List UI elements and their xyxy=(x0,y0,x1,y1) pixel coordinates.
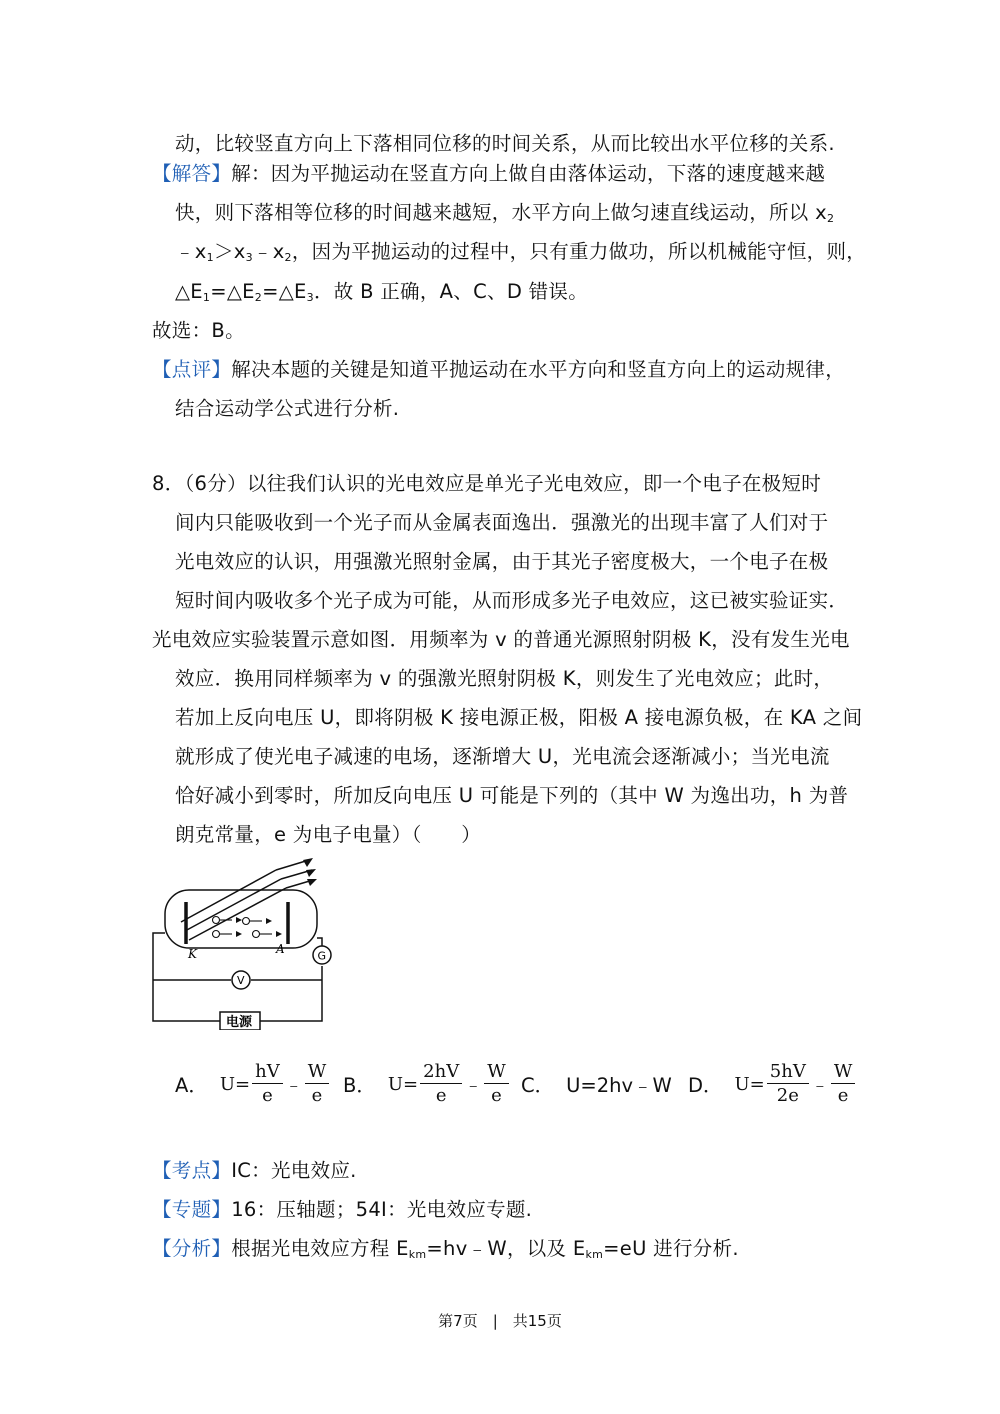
option-d-formula: U= $\frac{5hV}{2e}$ ﹣ $\frac{W}{e}$ xyxy=(735,1062,858,1106)
knowledge-point-line: 【考点】IC：光电效应. xyxy=(152,1159,357,1182)
analysis-tag: 【分析】 xyxy=(152,1237,232,1260)
photoelectrons xyxy=(213,917,273,938)
analysis-text: 根据光电效应方程 $E_{km}=hv﹣W$，以及 $E_{km}=eU$ 进行分析. xyxy=(231,1237,739,1261)
solution-intro-line: 动，比较竖直方向上下落相同位移的时间关系，从而比较出水平位移的关系. xyxy=(175,132,835,155)
topic-tag: 【专题】 xyxy=(152,1198,232,1221)
choose-line: 故选：B。 xyxy=(152,319,245,342)
answer-line-1: 【解答】解：因为平抛运动在竖直方向上做自由落体运动，下落的速度越来越 xyxy=(152,162,826,185)
photoelectric-apparatus-diagram xyxy=(148,858,348,1030)
question-8-line-9: 恰好减小到零时，所加反向电压 U 可能是下列的（其中 W 为逸出功，h 为普 xyxy=(175,784,849,807)
question-8-line-2: 间内只能吸收到一个光子而从金属表面逸出．强激光的出现丰富了人们对于 xyxy=(175,511,829,534)
light-beam-rays xyxy=(181,860,313,940)
option-a: A． U= $\frac{hV}{e}$ ﹣ $\frac{W}{e}$ xyxy=(175,1058,331,1110)
question-8-line-10: 朗克常量，e 为电子电量）（ ） xyxy=(175,823,482,846)
option-d: D． U= $\frac{5hV}{2e}$ ﹣ $\frac{W}{e}$ xyxy=(688,1058,857,1110)
knowledge-point-tag: 【考点】 xyxy=(152,1159,232,1182)
anode-label: A xyxy=(276,942,285,956)
power-source-label: 电源 xyxy=(226,1015,253,1030)
option-c: C． U=2hv﹣W xyxy=(521,1058,672,1110)
answer-tag: 【解答】 xyxy=(152,162,232,185)
cathode-label: K xyxy=(188,947,197,961)
option-a-formula: U= $\frac{hV}{e}$ ﹣ $\frac{W}{e}$ xyxy=(220,1062,331,1106)
question-8-line-4: 短时间内吸收多个光子成为可能，从而形成多光子电效应，这已被实验证实． xyxy=(175,589,849,612)
question-8-line-1: 8．（6分）以往我们认识的光电效应是单光子光电效应，即一个电子在极短时 xyxy=(152,472,822,495)
comment-line-2: 结合运动学公式进行分析. xyxy=(175,397,400,420)
voltmeter-label: V xyxy=(237,974,245,987)
comment-tag: 【点评】 xyxy=(152,358,232,381)
galvanometer-label: G xyxy=(317,949,327,963)
option-c-formula: U=2hv﹣W xyxy=(566,1074,672,1097)
topic-line: 【专题】16：压轴题；54I：光电效应专题. xyxy=(152,1198,533,1221)
analysis-line xyxy=(152,1235,739,1263)
question-8-line-3: 光电效应的认识，用强激光照射金属，由于其光子密度极大，一个电子在极 xyxy=(175,550,829,573)
question-8-line-7: 若加上反向电压 U，即将阴极 K 接电源正极，阳极 A 接电源负极，在 KA 之间 xyxy=(175,706,863,729)
answer-line-2: 快，则下落相等位移的时间越来越短，水平方向上做匀速直线运动，所以 $x_2$ xyxy=(175,201,835,225)
question-8-line-6: 效应．换用同样频率为 v 的强激光照射阴极 K，则发生了光电效应；此时， xyxy=(175,667,834,690)
option-b: B． U= $\frac{2hV}{e}$ ﹣ $\frac{W}{e}$ xyxy=(343,1058,511,1110)
option-b-formula: U= $\frac{2hV}{e}$ ﹣ $\frac{W}{e}$ xyxy=(388,1062,511,1106)
answer-line-3: $﹣x_1>x_3﹣x_2$，因为平抛运动的过程中，只有重力做功，所以机械能守恒，则， xyxy=(175,240,867,264)
comment-line-1: 【点评】解决本题的关键是知道平抛运动在水平方向和竖直方向上的运动规律， xyxy=(152,358,846,381)
page-footer: 第7页 | 共15页 xyxy=(438,1312,562,1330)
question-8-line-8: 就形成了使光电子减速的电场，逐渐增大 U，光电流会逐渐减小；当光电流 xyxy=(175,745,830,768)
answer-line-4: $\triangle E_1=\triangle E_2=\triangle E_3$．故 B 正确，A、C、D 错误。 xyxy=(175,280,589,304)
question-8-line-5: 光电效应实验装置示意如图．用频率为 v 的普通光源照射阴极 K，没有发生光电 xyxy=(152,628,850,651)
